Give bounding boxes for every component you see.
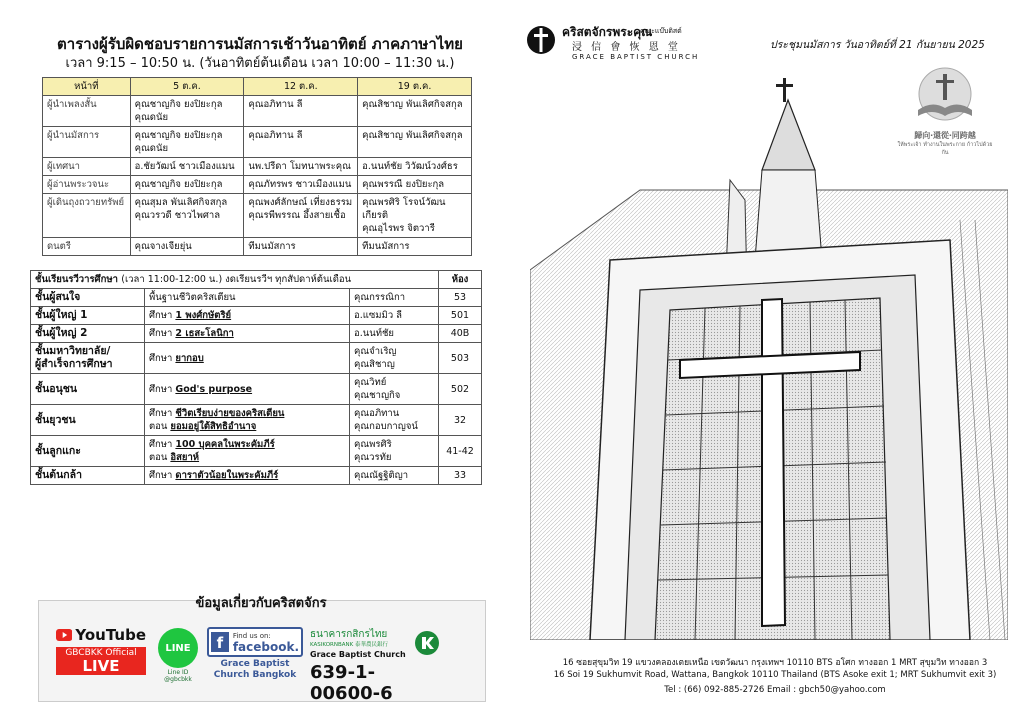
class-name: ชั้นผู้สนใจ xyxy=(31,289,145,307)
class-teacher: อ.นนท์ชัย xyxy=(350,325,439,343)
topic-title: God's purpose xyxy=(175,383,253,395)
church-info-title: ข้อมูลเกี่ยวกับคริสตจักร xyxy=(195,596,327,611)
duty-cell: คุณจางเจียยุ่น xyxy=(130,238,244,256)
class-row xyxy=(31,467,482,485)
class-row xyxy=(31,436,482,467)
topic-title: 1 พงศ์กษัตริย์ xyxy=(175,310,232,321)
church-name-thai-small: คณะแบ๊บติสต์ xyxy=(640,27,682,35)
kasikorn-logo-icon xyxy=(414,630,440,656)
facebook-wordmark: facebook. xyxy=(232,640,299,654)
topic-prefix: ศึกษา xyxy=(149,310,176,321)
class-row xyxy=(31,307,482,325)
duty-header-role: หน้าที่ xyxy=(43,78,131,96)
class-row xyxy=(31,374,482,405)
topic-prefix: พื้นฐานชีวิตคริสเตียน xyxy=(149,292,236,303)
class-topic xyxy=(145,405,350,436)
class-topic xyxy=(145,325,350,343)
topic-prefix: ศึกษา xyxy=(149,383,176,395)
duty-cell: คุณอภิทาน ลี xyxy=(244,127,358,158)
class-name: ชั้นลูกแกะ xyxy=(31,436,145,467)
class-room: 40B xyxy=(439,325,482,343)
contact-info: Tel : (66) 092-885-2726 Email : gbch50@yahoo.com xyxy=(664,685,886,695)
bank-name-th: ธนาคารกสิกรไทย xyxy=(310,629,388,640)
bible-cross-icon xyxy=(910,66,980,126)
motto-chinese: 歸向‧還從‧同跨越 xyxy=(914,131,976,140)
sunday-school-table xyxy=(30,270,482,485)
class-room: 503 xyxy=(439,343,482,374)
duty-cell: ทีมนมัสการ xyxy=(244,238,358,256)
duty-cell: คุณภัทรพร ชาวเมืองแมน xyxy=(244,176,358,194)
duty-cell: คุณชาญกิจ ยงปิยะกุล คุณดนัย xyxy=(130,96,244,127)
bank-account-name: Grace Baptist Church xyxy=(310,650,406,659)
class-teacher: คุณวิทย์ คุณชาญกิจ xyxy=(350,374,439,405)
bank-account-number: 639-1-00600-6 xyxy=(310,662,393,704)
line-id: Line ID @gbcbkk xyxy=(164,669,192,683)
duty-cell: คุณอภิทาน ลี xyxy=(244,96,358,127)
class-room: 32 xyxy=(439,405,482,436)
class-table-title xyxy=(31,271,439,289)
class-topic xyxy=(145,307,350,325)
class-table-label: ชั้นเรียนรวีวารศึกษา xyxy=(35,274,118,285)
topic-prefix: ศึกษา xyxy=(149,328,176,339)
line-wordmark: LINE xyxy=(165,642,191,654)
church-cross-logo-icon xyxy=(526,22,556,58)
duty-cell: อ.นนท์ชัย วิวัฒน์วงศ์ธร xyxy=(358,158,472,176)
youtube-live-label: LIVE xyxy=(82,657,120,675)
class-table-header xyxy=(31,271,482,289)
church-name-thai: คริสตจักรพระคุณ xyxy=(562,25,653,39)
youtube-badge[interactable] xyxy=(56,626,146,684)
line-icon xyxy=(158,628,198,668)
class-room: 53 xyxy=(439,289,482,307)
class-name: ชั้นผู้ใหญ่ 2 xyxy=(31,325,145,343)
class-name: ชั้นมหาวิทยาลัย/ ผู้สำเร็จการศึกษา xyxy=(31,343,145,374)
duty-row xyxy=(43,96,472,127)
topic-prefix: ศึกษา xyxy=(149,470,176,481)
topic-episode: ยอมอยู่ใต้สิทธิอำนาจ xyxy=(170,421,257,432)
class-row xyxy=(31,343,482,374)
address-thai: 16 ซอยสุขุมวิท 19 แขวงคลองเตยเหนือ เขตวัฒนา กรุงเทพฯ 10110 BTS อโศก ทางออก 1 MRT สุขุมวิท ทางออก 3 xyxy=(562,658,988,668)
line-badge[interactable] xyxy=(156,628,200,683)
duty-role: ผู้นำเพลงสั้น xyxy=(43,96,131,127)
class-room: 502 xyxy=(439,374,482,405)
bank-name-zh: 泰華農民銀行 xyxy=(354,642,388,648)
duty-row xyxy=(43,127,472,158)
class-room: 41-42 xyxy=(439,436,482,467)
duty-row xyxy=(43,158,472,176)
motto-thai: ให้พระเจ้า ทำงานในพระกาย ก้าวไปด้วยกัน xyxy=(897,142,993,156)
class-table-note: (เวลา 11:00-12:00 น.) งดเรียนรวีฯ ทุกสัปดาห์ต้นเดือน xyxy=(121,274,352,285)
duty-role: ผู้นำนมัสการ xyxy=(43,127,131,158)
duty-role: ดนตรี xyxy=(43,238,131,256)
class-row xyxy=(31,405,482,436)
class-name: ชั้นผู้ใหญ่ 1 xyxy=(31,307,145,325)
topic-prefix: ศึกษา xyxy=(149,408,176,419)
topic-title: ยากอบ xyxy=(175,352,204,364)
duty-header-date: 5 ต.ค. xyxy=(130,78,244,96)
duty-row xyxy=(43,194,472,238)
duty-cell: คุณชาญกิจ ยงปิยะกุล คุณดนัย xyxy=(130,127,244,158)
duty-cell: อ.ชัยวัฒน์ ชาวเมืองแมน xyxy=(130,158,244,176)
duty-table xyxy=(42,77,472,256)
class-teacher: คุณอภิทาน คุณกอบกาญจน์ xyxy=(350,405,439,436)
topic-title: 2 เธสะโลนิกา xyxy=(175,328,234,339)
church-name-chinese: 浸 信 會 恢 恩 堂 xyxy=(572,42,681,53)
class-topic xyxy=(145,436,350,467)
duty-table-header xyxy=(43,78,472,96)
duty-cell: คุณพงศ์ลักษณ์ เที่ยงธรรม คุณรพีพรรณ อึ้งสายเชื้อ xyxy=(244,194,358,238)
class-teacher: คุณณัฐฐิติญา xyxy=(350,467,439,485)
class-room: 501 xyxy=(439,307,482,325)
class-name: ชั้นยุวชน xyxy=(31,405,145,436)
class-teacher: อ.แซมมิว ลี xyxy=(350,307,439,325)
bank-account xyxy=(310,630,440,704)
class-topic xyxy=(145,343,350,374)
topic-title: ชีวิตเรียบง่ายของคริสเตียน xyxy=(175,408,285,419)
topic-prefix: ศึกษา xyxy=(149,439,176,450)
topic-episode-prefix: ตอน xyxy=(149,452,171,463)
duty-cell: คุณสิชาญ พันเลิศกิจสกุล xyxy=(358,96,472,127)
youtube-wordmark: YouTube xyxy=(75,626,146,644)
topic-episode: อิสยาห์ xyxy=(170,452,200,463)
bank-name-en: KASIKORNBANK xyxy=(310,642,354,648)
youtube-play-icon xyxy=(56,627,72,643)
facebook-page-name: Grace Baptist Church Bangkok xyxy=(213,659,297,680)
duty-row xyxy=(43,238,472,256)
duty-cell: คุณสิชาญ พันเลิศกิจสกุล xyxy=(358,127,472,158)
class-teacher: คุณกรรณิกา xyxy=(350,289,439,307)
duty-row xyxy=(43,176,472,194)
topic-title: 100 บุคคลในพระคัมภีร์ xyxy=(175,439,275,450)
duty-header-date: 19 ต.ค. xyxy=(358,78,472,96)
class-topic xyxy=(145,289,350,307)
class-row xyxy=(31,325,482,343)
duty-role: ผู้เดินถุงถวายทรัพย์ xyxy=(43,194,131,238)
duty-role: ผู้เทศนา xyxy=(43,158,131,176)
duty-cell: นพ.ปรีดา โมทนาพระคุณ xyxy=(244,158,358,176)
duty-cell: คุณพรศิริ โรจน์วัฒนเกียรติ คุณอุไรพร จิตวารี xyxy=(358,194,472,238)
class-row xyxy=(31,289,482,307)
class-topic xyxy=(145,467,350,485)
topic-prefix: ศึกษา xyxy=(149,352,176,364)
church-name-english: GRACE BAPTIST CHURCH xyxy=(572,53,700,61)
address-english: 16 Soi 19 Sukhumvit Road, Wattana, Bangkok 10110 Thailand (BTS Asoke exit 1; MRT Sukhumvit exit 3) xyxy=(553,670,997,680)
topic-episode-prefix: ตอน xyxy=(149,421,171,432)
duty-cell: คุณชาญกิจ ยงปิยะกุล xyxy=(130,176,244,194)
class-teacher: คุณจำเริญ คุณสิชาญ xyxy=(350,343,439,374)
class-topic xyxy=(145,374,350,405)
duty-cell: คุณสุมล พันเลิศกิจสกุล คุณวรวดี ชาวไพศาล xyxy=(130,194,244,238)
page-title: ตารางผู้รับผิดชอบรายการนมัสการเช้าวันอาทิตย์ ภาคภาษาไทย xyxy=(57,35,463,53)
facebook-badge[interactable] xyxy=(207,627,303,681)
topic-title: ดาราตัวน้อยในพระคัมภีร์ xyxy=(175,470,279,481)
duty-header-date: 12 ต.ค. xyxy=(244,78,358,96)
facebook-f-icon: f xyxy=(211,632,229,652)
service-date: ประชุมนมัสการ วันอาทิตย์ที่ 21 กันยายน 2025 xyxy=(770,39,985,51)
class-teacher: คุณพรศิริ คุณวรทัย xyxy=(350,436,439,467)
class-name: ชั้นต้นกล้า xyxy=(31,467,145,485)
youtube-channel: GBCBKK Official xyxy=(65,648,137,658)
class-table-room-header: ห้อง xyxy=(439,271,482,289)
page-subtitle: เวลา 9:15 – 10:50 น. (วันอาทิตย์ต้นเดือน เวลา 10:00 – 11:30 น.) xyxy=(65,56,455,71)
duty-role: ผู้อ่านพระวจนะ xyxy=(43,176,131,194)
motto-logo xyxy=(895,66,995,166)
class-name: ชั้นอนุชน xyxy=(31,374,145,405)
class-room: 33 xyxy=(439,467,482,485)
duty-cell: คุณพรรณี ยงปิยะกุล xyxy=(358,176,472,194)
duty-cell: ทีมนมัสการ xyxy=(358,238,472,256)
facebook-find-label: Find us on: xyxy=(232,632,271,640)
